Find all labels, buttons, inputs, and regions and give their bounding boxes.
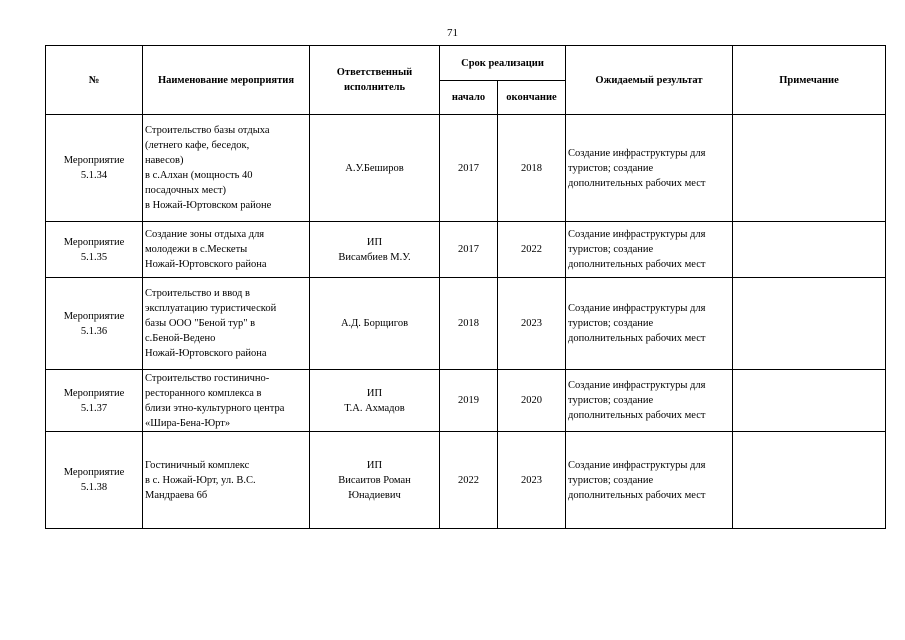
row-name: Строительство гостинично- ресторанного комплекса в близи этно-культурного центра «Шира-Бена-Юрт» xyxy=(143,370,310,432)
row-note xyxy=(733,278,886,370)
row-num: Мероприятие 5.1.37 xyxy=(46,370,143,432)
row-result: Создание инфраструктуры для туристов; создание дополнительных рабочих мест xyxy=(566,222,733,278)
row-note xyxy=(733,115,886,222)
row-result: Создание инфраструктуры для туристов; создание дополнительных рабочих мест xyxy=(566,278,733,370)
row-num: Мероприятие 5.1.36 xyxy=(46,278,143,370)
header-period: Срок реализации xyxy=(440,46,566,81)
header-num: № xyxy=(46,46,143,115)
header-note: Примечание xyxy=(733,46,886,115)
row-name: Строительство и ввод в эксплуатацию туристической базы ООО "Беной тур" в с.Беной-Ведено Ножай-Юртовского района xyxy=(143,278,310,370)
header-end: окончание xyxy=(498,81,566,115)
header-start: начало xyxy=(440,81,498,115)
row-responsible: А.Д. Борщигов xyxy=(310,278,440,370)
table-row xyxy=(46,432,886,529)
table-row xyxy=(46,222,886,278)
row-end: 2023 xyxy=(498,278,566,370)
row-responsible: ИП Висаитов Роман Юнадиевич xyxy=(310,432,440,529)
row-end: 2022 xyxy=(498,222,566,278)
row-responsible: ИП Висамбиев М.У. xyxy=(310,222,440,278)
row-result: Создание инфраструктуры для туристов; создание дополнительных рабочих мест xyxy=(566,370,733,432)
page-number: 71 xyxy=(447,27,458,39)
row-name: Создание зоны отдыха для молодежи в с.Мескеты Ножай-Юртовского района xyxy=(143,222,310,278)
row-note xyxy=(733,432,886,529)
row-responsible: ИП Т.А. Ахмадов xyxy=(310,370,440,432)
row-start: 2018 xyxy=(440,278,498,370)
row-start: 2022 xyxy=(440,432,498,529)
row-start: 2017 xyxy=(440,222,498,278)
row-name: Строительство базы отдыха (летнего кафе, беседок, навесов) в с.Алхан (мощность 40 посадочных мест) в Ножай-Юртовском районе xyxy=(143,115,310,222)
row-name: Гостиничный комплекс в с. Ножай-Юрт, ул. В.С. Мандраева 6б xyxy=(143,432,310,529)
row-start: 2017 xyxy=(440,115,498,222)
header-row xyxy=(46,46,886,81)
header-responsible: Ответственный исполнитель xyxy=(310,46,440,115)
table-row xyxy=(46,115,886,222)
row-num: Мероприятие 5.1.38 xyxy=(46,432,143,529)
row-result: Создание инфраструктуры для туристов; создание дополнительных рабочих мест xyxy=(566,115,733,222)
row-responsible: А.У.Беширов xyxy=(310,115,440,222)
table-row xyxy=(46,278,886,370)
header-name: Наименование мероприятия xyxy=(143,46,310,115)
table-row xyxy=(46,370,886,432)
row-end: 2018 xyxy=(498,115,566,222)
events-table xyxy=(45,45,886,529)
row-start: 2019 xyxy=(440,370,498,432)
row-num: Мероприятие 5.1.35 xyxy=(46,222,143,278)
row-end: 2020 xyxy=(498,370,566,432)
row-result: Создание инфраструктуры для туристов; создание дополнительных рабочих мест xyxy=(566,432,733,529)
row-note xyxy=(733,370,886,432)
row-note xyxy=(733,222,886,278)
row-end: 2023 xyxy=(498,432,566,529)
header-result: Ожидаемый результат xyxy=(566,46,733,115)
row-num: Мероприятие 5.1.34 xyxy=(46,115,143,222)
